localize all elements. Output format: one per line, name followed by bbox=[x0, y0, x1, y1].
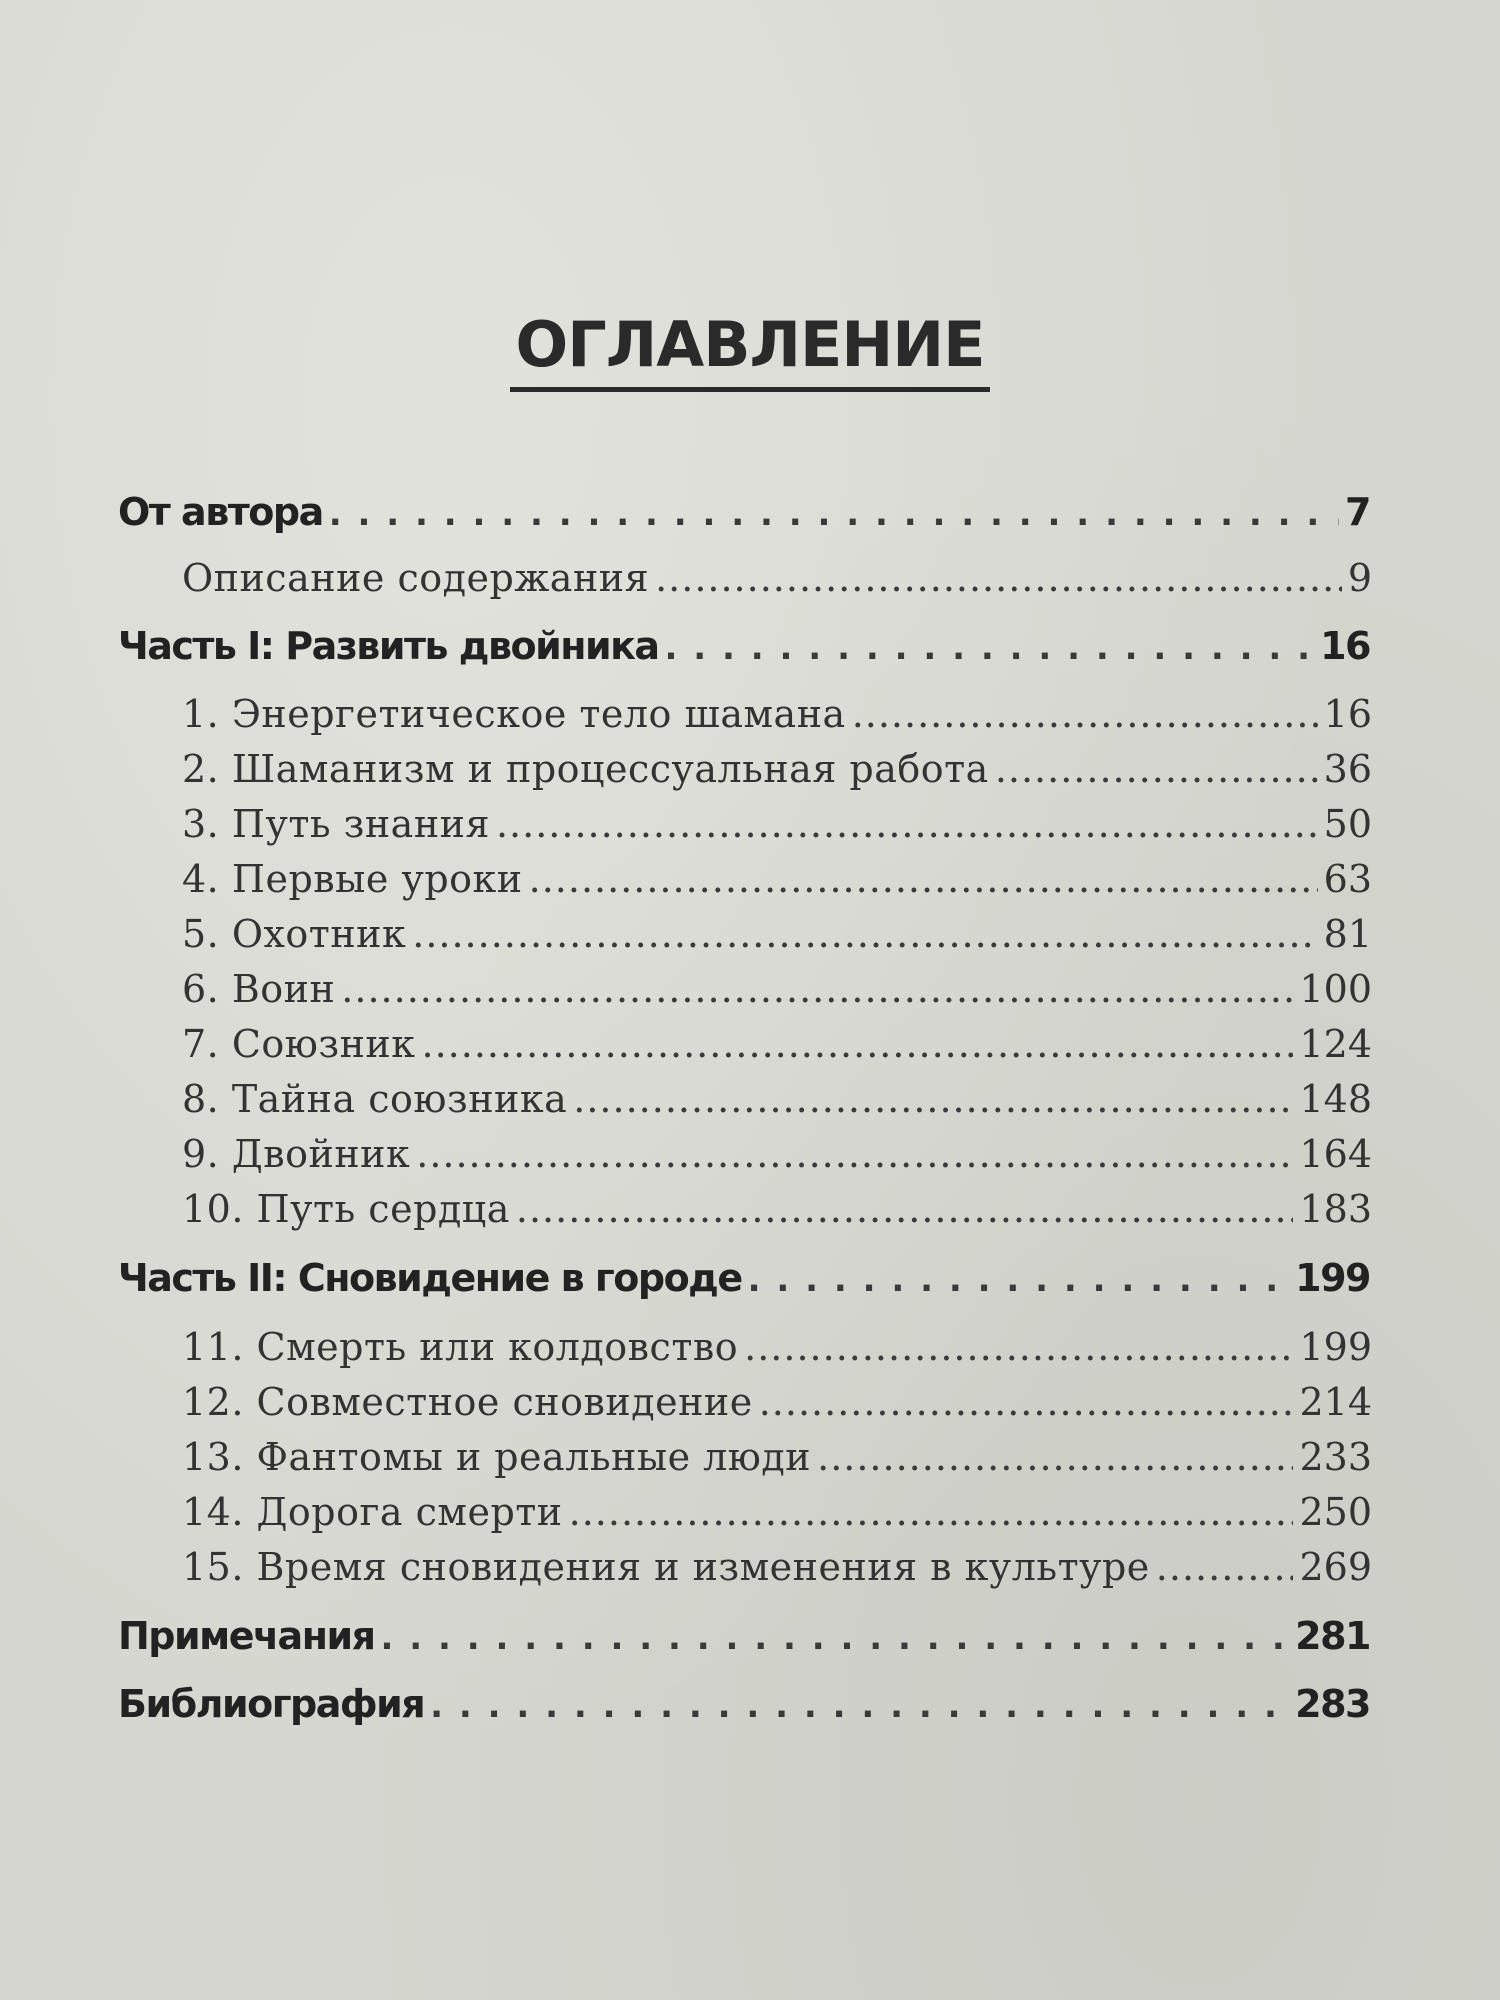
dot-leader bbox=[665, 628, 1315, 668]
entry-label: 2. Шаманизм и процессуальная работа bbox=[182, 747, 989, 791]
toc-entry-from-author bbox=[118, 490, 1370, 544]
entry-page: 7 bbox=[1345, 490, 1370, 534]
entry-page: 283 bbox=[1295, 1682, 1370, 1726]
toc-entry-chapter-7 bbox=[182, 1022, 1372, 1076]
toc-entry-chapter-9 bbox=[182, 1132, 1372, 1186]
dot-leader bbox=[744, 1325, 1293, 1369]
entry-label: 12. Совместное сновидение bbox=[182, 1380, 753, 1424]
entry-label: 3. Путь знания bbox=[182, 802, 490, 846]
dot-leader bbox=[380, 1618, 1289, 1658]
entry-page: 100 bbox=[1299, 967, 1372, 1011]
entry-label: 6. Воин bbox=[182, 967, 336, 1011]
dot-leader bbox=[329, 494, 1339, 534]
entry-page: 269 bbox=[1299, 1545, 1372, 1589]
dot-leader bbox=[759, 1380, 1294, 1424]
entry-page: 214 bbox=[1299, 1380, 1372, 1424]
entry-label: 10. Путь сердца bbox=[182, 1187, 510, 1231]
toc-entry-contents-description bbox=[182, 556, 1372, 610]
toc-entry-part-1 bbox=[118, 624, 1370, 678]
dot-leader bbox=[817, 1435, 1293, 1479]
entry-page: 183 bbox=[1299, 1187, 1372, 1231]
entry-page: 16 bbox=[1320, 624, 1370, 668]
entry-page: 281 bbox=[1295, 1614, 1370, 1658]
toc-entry-chapter-8 bbox=[182, 1077, 1372, 1131]
toc-entry-chapter-3 bbox=[182, 802, 1372, 856]
entry-page: 50 bbox=[1323, 802, 1372, 846]
dot-leader bbox=[573, 1077, 1293, 1121]
dot-leader bbox=[496, 802, 1318, 846]
toc-entry-chapter-11 bbox=[182, 1325, 1372, 1379]
entry-label: 8. Тайна союзника bbox=[182, 1077, 568, 1121]
entry-page: 199 bbox=[1295, 1256, 1370, 1300]
toc-entry-chapter-6 bbox=[182, 967, 1372, 1021]
entry-page: 81 bbox=[1323, 912, 1372, 956]
dot-leader bbox=[416, 1132, 1293, 1176]
entry-label: 5. Охотник bbox=[182, 912, 407, 956]
entry-label: 13. Фантомы и реальные люди bbox=[182, 1435, 812, 1479]
dot-leader bbox=[569, 1490, 1294, 1534]
entry-page: 124 bbox=[1299, 1022, 1372, 1066]
entry-label: 15. Время сновидения и изменения в культуре bbox=[182, 1545, 1150, 1589]
toc-entry-chapter-5 bbox=[182, 912, 1372, 966]
dot-leader bbox=[995, 747, 1318, 791]
toc-entry-chapter-15 bbox=[182, 1545, 1372, 1599]
toc-entry-chapter-2 bbox=[182, 747, 1372, 801]
dot-leader bbox=[852, 692, 1318, 736]
toc-entry-chapter-1 bbox=[182, 692, 1372, 746]
dot-leader bbox=[529, 857, 1318, 901]
entry-page: 148 bbox=[1299, 1077, 1372, 1121]
dot-leader bbox=[516, 1187, 1294, 1231]
dot-leader bbox=[430, 1686, 1289, 1726]
entry-page: 250 bbox=[1299, 1490, 1372, 1534]
entry-label: 14. Дорога смерти bbox=[182, 1490, 563, 1534]
entry-label: От автора bbox=[118, 490, 323, 534]
entry-page: 36 bbox=[1323, 747, 1372, 791]
toc-entry-chapter-13 bbox=[182, 1435, 1372, 1489]
entry-page: 63 bbox=[1323, 857, 1372, 901]
entry-label: Описание содержания bbox=[182, 556, 650, 600]
entry-label: Часть II: Сновидение в городе bbox=[118, 1256, 742, 1300]
toc-entry-notes bbox=[118, 1614, 1370, 1668]
toc-entry-chapter-4 bbox=[182, 857, 1372, 911]
entry-label: Примечания bbox=[118, 1614, 375, 1658]
toc-entry-part-2 bbox=[118, 1256, 1370, 1310]
entry-page: 9 bbox=[1347, 556, 1372, 600]
dot-leader bbox=[655, 556, 1342, 600]
toc-entry-chapter-12 bbox=[182, 1380, 1372, 1434]
entry-label: 4. Первые уроки bbox=[182, 857, 523, 901]
entry-page: 233 bbox=[1299, 1435, 1372, 1479]
dot-leader bbox=[748, 1260, 1290, 1300]
entry-label: 9. Двойник bbox=[182, 1132, 411, 1176]
entry-label: Часть I: Развить двойника bbox=[118, 624, 659, 668]
entry-label: 1. Энергетическое тело шамана bbox=[182, 692, 846, 736]
dot-leader bbox=[422, 1022, 1294, 1066]
entry-page: 199 bbox=[1299, 1325, 1372, 1369]
dot-leader bbox=[412, 912, 1317, 956]
toc-entry-chapter-14 bbox=[182, 1490, 1372, 1544]
entry-label: 11. Смерть или колдовство bbox=[182, 1325, 739, 1369]
page-title: ОГЛАВЛЕНИЕ bbox=[0, 308, 1500, 392]
toc-entry-bibliography bbox=[118, 1682, 1370, 1736]
entry-label: 7. Союзник bbox=[182, 1022, 416, 1066]
dot-leader bbox=[341, 967, 1293, 1011]
dot-leader bbox=[1156, 1545, 1294, 1589]
entry-label: Библиография bbox=[118, 1682, 425, 1726]
toc-entry-chapter-10 bbox=[182, 1187, 1372, 1241]
entry-page: 164 bbox=[1299, 1132, 1372, 1176]
entry-page: 16 bbox=[1323, 692, 1372, 736]
